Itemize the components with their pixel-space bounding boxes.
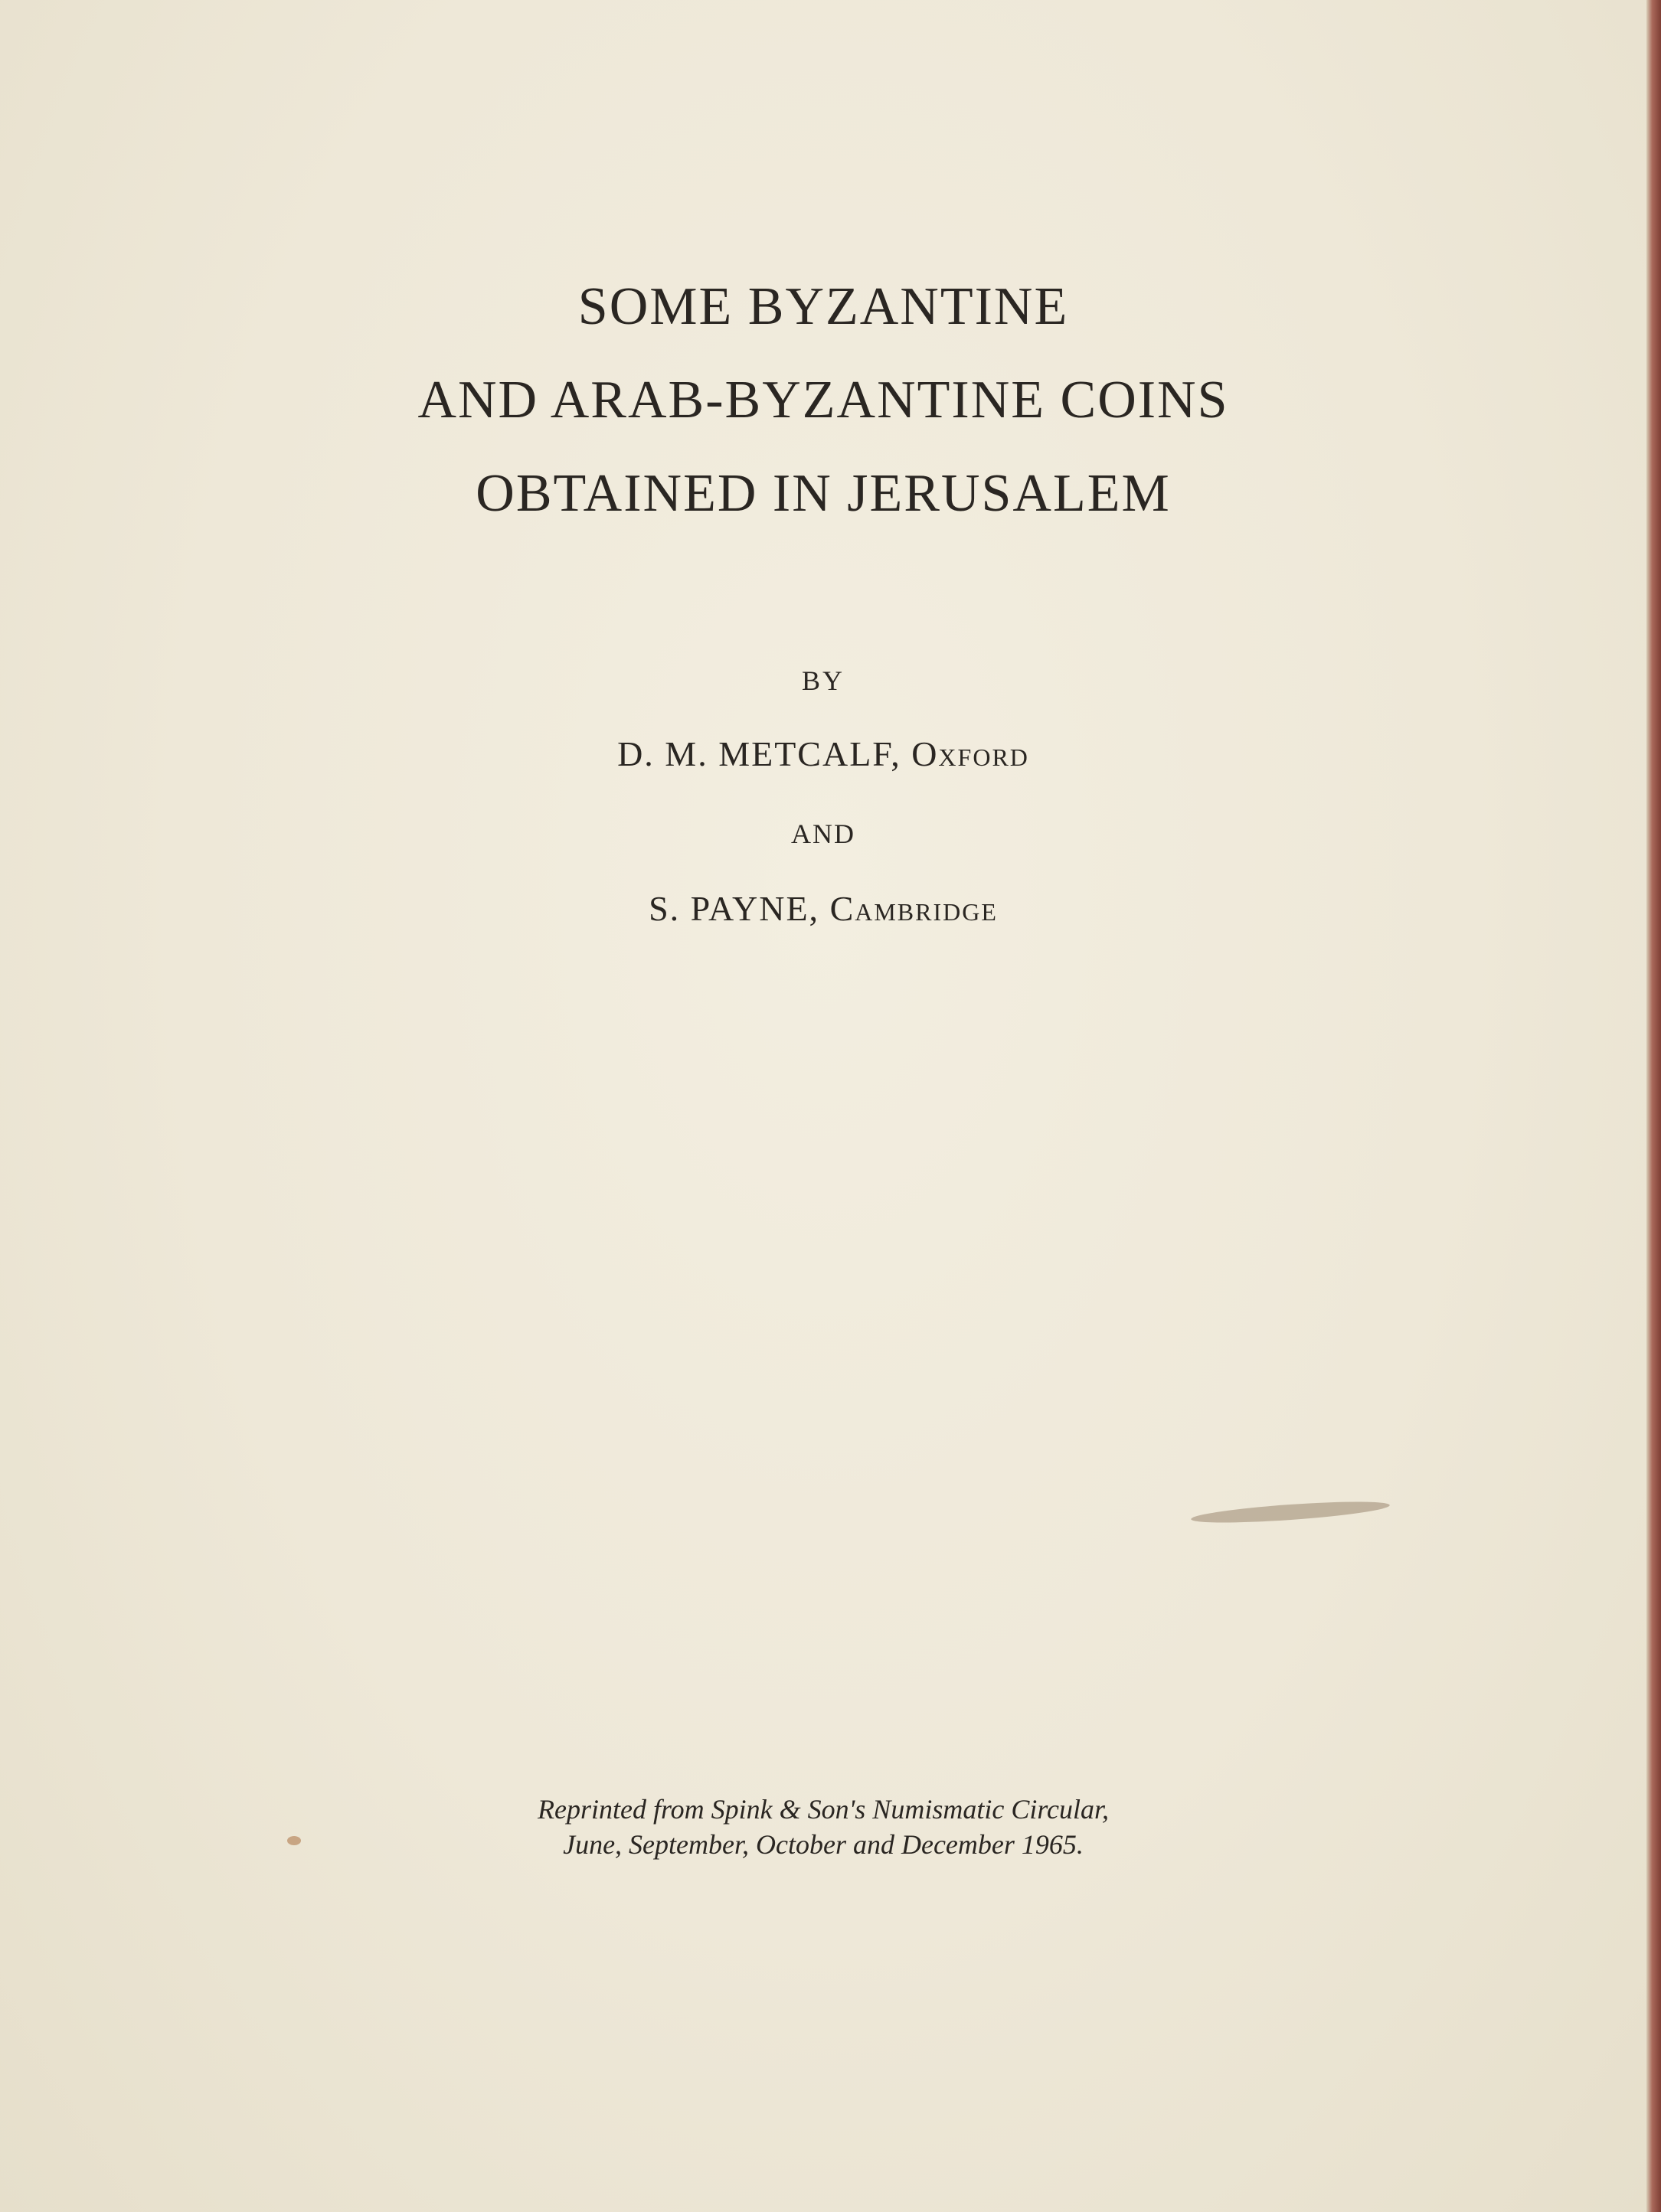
and-label: AND — [791, 818, 855, 849]
reprint-line-1: Reprinted from Spink & Son's Numismatic Circular, — [537, 1794, 1109, 1825]
author-2-name: S. PAYNE, — [649, 889, 820, 928]
author-1-name: D. M. METCALF, — [617, 734, 901, 773]
title-line-3: OBTAINED IN JERUSALEM — [476, 464, 1171, 523]
reprint-line-2: June, September, October and December 1965. — [563, 1829, 1084, 1860]
title-line-2: AND ARAB-BYZANTINE COINS — [417, 371, 1229, 430]
author-1 — [0, 734, 1646, 774]
document-title — [0, 260, 1646, 541]
reprint-note — [0, 1792, 1646, 1862]
author-1-affiliation: Oxford — [911, 734, 1029, 773]
author-2-affiliation: Cambridge — [829, 889, 998, 928]
title-line-1: SOME BYZANTINE — [577, 277, 1069, 336]
booklet-spine — [1646, 0, 1661, 2212]
paper-stain — [1191, 1498, 1391, 1527]
author-2 — [0, 888, 1646, 929]
by-label: BY — [801, 665, 845, 696]
